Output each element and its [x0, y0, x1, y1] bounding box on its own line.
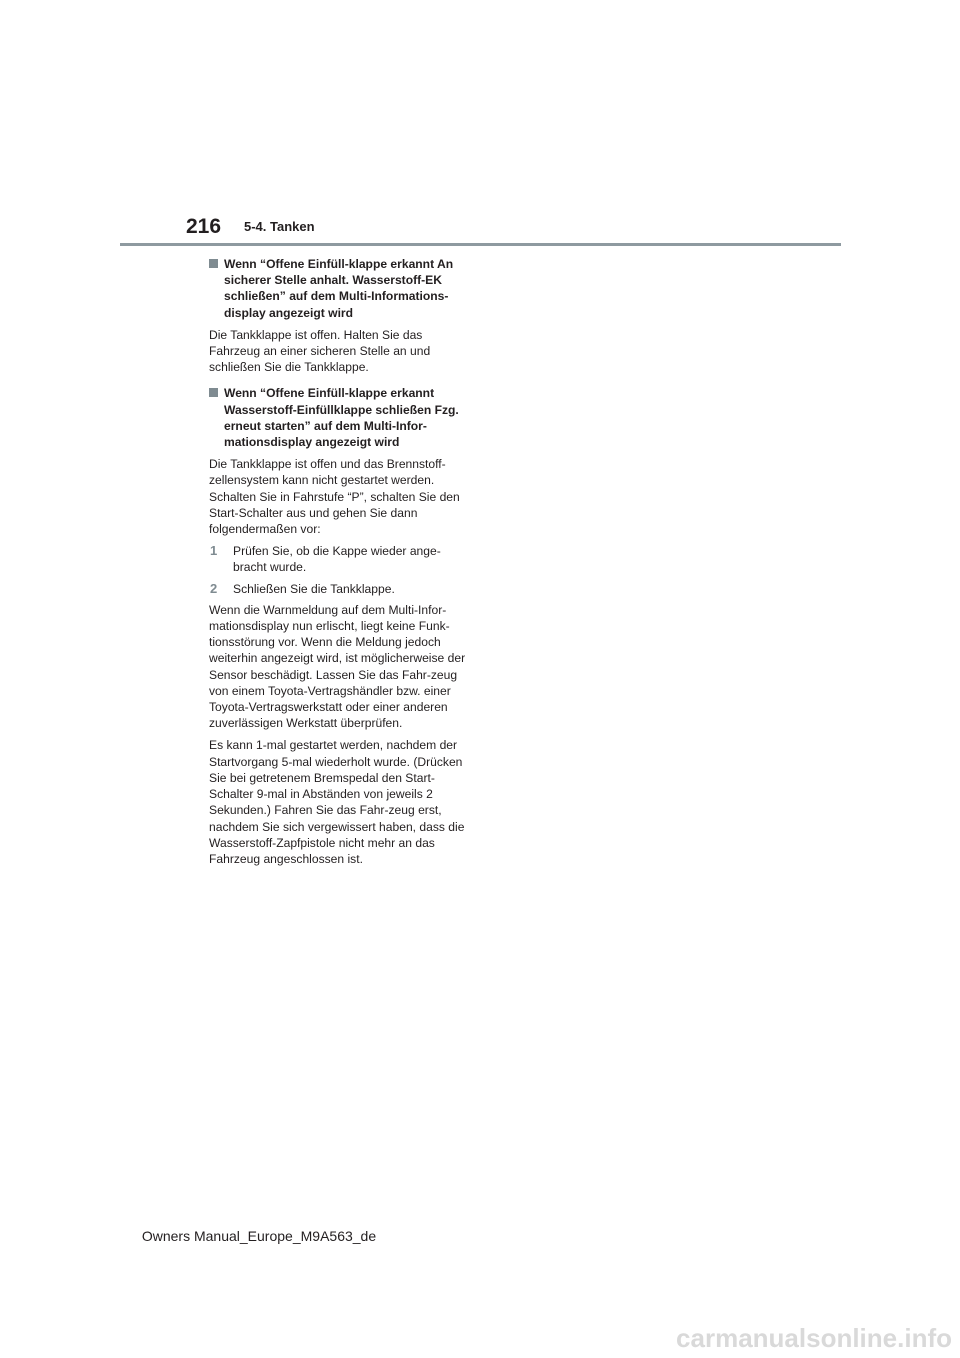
header-rule: [120, 243, 841, 246]
section-heading: [209, 385, 471, 450]
paragraph: Wenn die Warnmeldung auf dem Multi-Infor-mationsdisplay nun erlischt, liegt keine Funk-tionsstörung vor. Wenn die Meldung jedoch weiterhin angezeigt wird, ist möglicherweise der Sensor beschädigt. Lassen Sie das Fahr-zeug von einem Toyota-Vertragshändler bzw. einer Toyota-Vertragswerkstatt oder einer anderen zuverlässigen Werkstatt überprüfen.: [209, 602, 466, 731]
section-heading-text: Wenn “Offene Einfüll-klappe erkannt An sicherer Stelle anhalt. Wasserstoff-EK schließen” auf dem Multi-Informations-display angezeigt wird: [224, 257, 454, 320]
step-item: [209, 543, 471, 575]
square-bullet-icon: [209, 259, 218, 268]
section-heading-text: Wenn “Offene Einfüll-klappe erkannt Wasserstoff-Einfüllklappe schließen Fzg. erneut starten” auf dem Multi-Infor-mationsdisplay angezeigt wird: [224, 386, 459, 450]
section-heading: [209, 256, 471, 321]
step-number: 2: [210, 580, 218, 596]
watermark-link[interactable]: carmanualsonline.info: [676, 1323, 952, 1353]
step-text: Schließen Sie die Tankklappe.: [233, 581, 395, 596]
page-number: 216: [186, 215, 222, 238]
section-title: 5-4. Tanken: [244, 219, 315, 234]
paragraph: Es kann 1-mal gestartet werden, nachdem der Startvorgang 5-mal wiederholt wurde. (Drücken Sie bei getretenem Bremspedal den Start-Schalter 9-mal in Abständen von jeweils 2 Sekunden.) Fahren Sie das Fahr-zeug erst, nachdem Sie sich vergewissert haben, dass die Wasserstoff-Zapfpistole nicht mehr an das Fahrzeug angeschlossen ist.: [209, 738, 465, 866]
square-bullet-icon: [209, 388, 218, 397]
paragraph: Die Tankklappe ist offen. Halten Sie das Fahrzeug an einer sicheren Stelle an und schließen Sie die Tankklappe.: [209, 327, 431, 375]
step-text: Prüfen Sie, ob die Kappe wieder ange-bracht wurde.: [233, 544, 441, 575]
step-item: [209, 581, 471, 597]
footer: [0, 1227, 960, 1245]
paragraph: Die Tankklappe ist offen und das Brennstoff-zellensystem kann nicht gestartet werden. Schalten Sie in Fahrstufe “P”, schalten Sie den Start-Schalter aus und gehen Sie dann folgendermaßen vor:: [209, 457, 460, 537]
main-content: [209, 256, 471, 873]
step-number: 1: [210, 543, 218, 559]
footer-text: Owners Manual_Europe_M9A563_de: [141, 1228, 377, 1244]
